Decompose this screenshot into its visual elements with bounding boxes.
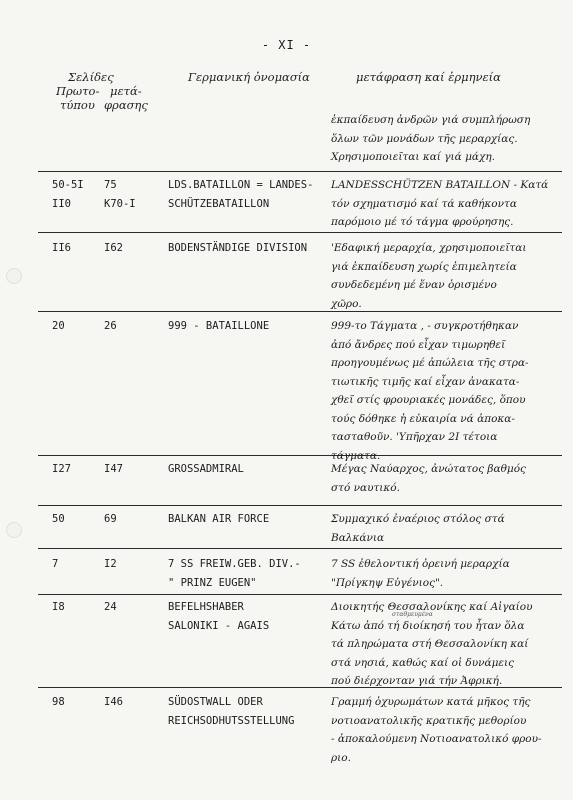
greek-explanation-cell (331, 317, 567, 465)
greek-explanation-cell-line: τόν σχηματισμό καί τά καθήκοντα (331, 197, 517, 210)
german-term-cell (168, 510, 328, 529)
header-trans-line2: φρασης (104, 98, 148, 112)
greek-explanation-cell-line: χθεῖ στίς φρουριακές μονάδες, ὅπου (331, 394, 526, 406)
greek-explanation-cell-line: ἀπό ἄνδρες πού εἶχαν τιμωρηθεῖ (331, 338, 506, 351)
german-term-cell-line: 999 - BATAILLONE (168, 320, 270, 332)
greek-explanation-cell-line: 999-το Τάγματα , - συγκροτήθηκαν (331, 320, 519, 332)
header-greek-translation: μετάφραση καί ἑρμηνεία (356, 70, 501, 84)
original-page-cell-line: 50-5I (52, 179, 84, 191)
translation-page-cell-line: 26 (104, 320, 117, 332)
greek-explanation-cell-line: πού διέρχονταν γιά τήν Ἀφρική. (331, 675, 503, 687)
greek-explanation-cell-line: "Πρίγκηψ Εὐγένιος". (331, 576, 444, 589)
original-page-cell-line: I8 (52, 601, 65, 613)
greek-explanation-cell-line: Κάτω ἀπό τή διοίκησή του ἦταν ὅλα (331, 619, 525, 632)
translation-page-cell (104, 555, 148, 574)
greek-explanation-cell-line: νοτιοανατολικῆς κρατικῆς μεθορίου (331, 714, 527, 727)
greek-explanation-cell-line: στά νησιά, καθώς καί οἱ δυνάμεις (331, 656, 515, 669)
header-orig-line3: τύπου (60, 98, 95, 112)
german-term-cell-line: 7 SS FREIW.GEB. DIV.- (168, 558, 301, 570)
greek-explanation-cell-line: τά πληρώματα στή Θεσσαλονίκη καί (331, 638, 529, 650)
original-page-cell-line: I27 (52, 463, 71, 475)
original-page-cell (52, 510, 92, 529)
original-page-cell (52, 693, 92, 712)
row-divider (38, 505, 562, 506)
greek-explanation-cell-line: ὅλων τῶν μονάδων τῆς μεραρχίας. (331, 132, 518, 145)
german-term-cell-line: BODENSTÄNDIGE DIVISION (168, 242, 308, 254)
greek-explanation-cell (331, 239, 567, 313)
translation-page-cell-line: 24 (104, 601, 117, 613)
greek-explanation-cell-line: στό ναυτικό. (331, 481, 400, 494)
translation-page-cell-line: 69 (104, 513, 117, 525)
row-divider (38, 594, 562, 595)
greek-explanation-cell (331, 176, 567, 232)
translation-page-cell-line: I2 (104, 558, 117, 570)
translation-page-cell (104, 176, 148, 214)
german-term-cell-line: LDS.BATAILLON = LANDES- (168, 179, 314, 191)
greek-explanation-cell-line: τιωτικῆς τιμῆς καί εἶχαν ἀνακατα- (331, 375, 520, 388)
greek-explanation-cell-line: Γραμμή ὀχυρωμάτων κατά μῆκος τῆς (331, 696, 531, 708)
greek-explanation-cell-line: τούς δόθηκε ἡ εὐκαιρία νά ἀποκα- (331, 412, 515, 425)
german-term-cell (168, 317, 328, 336)
greek-explanation-cell (331, 111, 567, 167)
translation-page-cell (104, 460, 148, 479)
greek-explanation-cell (331, 460, 567, 497)
german-term-cell-line: REICHSODHUTSSTELLUNG (168, 715, 295, 727)
german-term-cell (168, 460, 328, 479)
translation-page-cell-line: I62 (104, 242, 123, 254)
greek-explanation-cell (331, 598, 567, 691)
header-trans-line1: μετά- (110, 84, 142, 98)
translation-page-cell (104, 239, 148, 258)
greek-explanation-cell-line: Βαλκάνια (331, 531, 385, 544)
german-term-cell-line: SÜDOSTWALL ODER (168, 696, 263, 708)
original-page-cell (52, 239, 92, 258)
translation-page-cell-line: K70-I (104, 198, 136, 210)
greek-explanation-cell (331, 510, 567, 547)
german-term-cell-line: GROSSADMIRAL (168, 463, 244, 475)
original-page-cell-line: 98 (52, 696, 65, 708)
german-term-cell (168, 598, 328, 636)
punch-hole-mark (6, 522, 22, 538)
original-page-cell (52, 317, 92, 336)
greek-explanation-cell (331, 693, 567, 767)
handwritten-insertion-note: σταθμευμένα (392, 611, 433, 618)
greek-explanation-cell-line: ἐκπαίδευση ἀνδρῶν γιά συμπλήρωση (331, 114, 531, 126)
row-divider (38, 548, 562, 549)
greek-explanation-cell-line: 'Εδαφική μεραρχία, χρησιμοποιεῖται (331, 242, 527, 254)
greek-explanation-cell-line: - ἀποκαλούμενη Νοτιοανατολικό φρου- (331, 733, 542, 745)
greek-explanation-cell-line: Χρησιμοποιεῖται καί γιά μάχη. (331, 151, 495, 163)
original-page-cell-line: 50 (52, 513, 65, 525)
original-page-cell-line: II6 (52, 242, 71, 254)
translation-page-cell (104, 693, 148, 712)
greek-explanation-cell-line: τάγματα. (331, 449, 381, 462)
row-divider (38, 171, 562, 172)
original-page-cell (52, 598, 92, 617)
greek-explanation-cell-line: τασταθοῦν. 'Υπῆρχαν 2I τέτοια (331, 431, 498, 443)
original-page-cell-line: 7 (52, 558, 59, 570)
translation-page-cell-line: 75 (104, 179, 117, 191)
translation-page-cell (104, 598, 148, 617)
greek-explanation-cell (331, 555, 567, 592)
german-term-cell-line: SCHÜTZEBATAILLON (168, 198, 270, 210)
translation-page-cell (104, 510, 148, 529)
greek-explanation-cell-line: Συμμαχικό ἐναέριος στόλος στά (331, 513, 505, 525)
original-page-cell-line: 20 (52, 320, 65, 332)
header-german-name: Γερμανική ὀνομασία (188, 70, 310, 84)
original-page-cell (52, 460, 92, 479)
german-term-cell (168, 239, 328, 258)
greek-explanation-cell-line: Μέγας Ναύαρχος, ἀνώτατος βαθμός (331, 463, 526, 475)
german-term-cell-line: BALKAN AIR FORCE (168, 513, 270, 525)
greek-explanation-cell-line: παρόμοιο μέ τό τάγμα φρούρησης. (331, 216, 514, 228)
translation-page-cell-line: I46 (104, 696, 123, 708)
original-page-cell (52, 176, 92, 214)
german-term-cell (168, 176, 328, 214)
german-term-cell-line: BEFELHSHABER (168, 601, 244, 613)
header-orig-line1: Σελίδες (68, 70, 114, 84)
page-number: - XI - (261, 38, 312, 52)
german-term-cell-line: " PRINZ EUGEN" (168, 577, 257, 589)
translation-page-cell (104, 317, 148, 336)
greek-explanation-cell-line: χῶρο. (331, 297, 362, 310)
row-divider (38, 232, 562, 233)
german-term-cell-line: SALONIKI - AGAIS (168, 620, 270, 632)
greek-explanation-cell-line: γιά ἐκπαίδευση χωρίς ἐπιμελητεία (331, 260, 517, 273)
greek-explanation-cell-line: συνδεδεμένη μέ ἕναν ὁρισμένο (331, 279, 497, 291)
greek-explanation-cell-line: προηγουμένως μέ ἀπώλεια τῆς στρα- (331, 357, 529, 369)
translation-page-cell-line: I47 (104, 463, 123, 475)
german-term-cell (168, 693, 328, 731)
german-term-cell (168, 555, 328, 593)
punch-hole-mark (6, 268, 22, 284)
greek-explanation-cell-line: Διοικητής Θεσσαλονίκης καί Αἰγαίου (331, 601, 533, 613)
original-page-cell-line: II0 (52, 198, 71, 210)
greek-explanation-cell-line: LANDESSCHÜTZEN BATAILLON - Κατά (331, 179, 549, 191)
header-orig-line2: Πρωτο- (56, 84, 100, 98)
greek-explanation-cell-line: ριο. (331, 751, 351, 764)
original-page-cell (52, 555, 92, 574)
greek-explanation-cell-line: 7 SS ἐθελοντική ὀρεινή μεραρχία (331, 558, 510, 570)
